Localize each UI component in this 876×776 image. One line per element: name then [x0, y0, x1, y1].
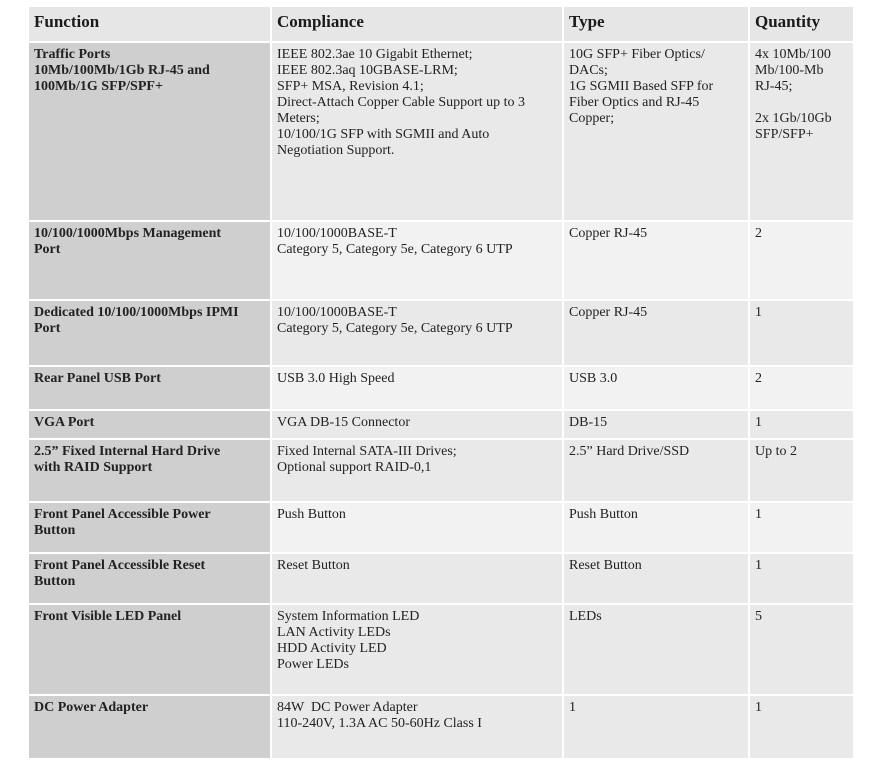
cell-line: Dedicated 10/100/1000Mbps IPMI	[34, 305, 239, 320]
cell-line: Category 5, Category 5e, Category 6 UTP	[277, 242, 513, 257]
cell-line: 4x 10Mb/100	[755, 47, 831, 62]
cell-line: Meters;	[277, 111, 320, 126]
cell-line: Reset Button	[277, 558, 350, 573]
function-cell	[29, 411, 270, 438]
quantity-cell	[750, 503, 853, 552]
cell-line: 10/100/1000BASE-T	[277, 226, 397, 241]
compliance-cell	[272, 367, 562, 409]
cell-line: Copper;	[569, 111, 615, 126]
cell-line: DACs;	[569, 63, 608, 78]
function-cell	[29, 367, 270, 409]
cell-line: Mb/100-Mb	[755, 63, 824, 78]
cell-line: Traffic Ports	[34, 47, 111, 62]
header-type: Type	[564, 7, 748, 41]
cell-line: HDD Activity LED	[277, 641, 387, 656]
header-quantity: Quantity	[750, 7, 853, 41]
cell-line: 10/100/1000Mbps Management	[34, 226, 222, 241]
cell-line: 110-240V, 1.3A AC 50-60Hz Class I	[277, 716, 482, 731]
cell-line: 10/100/1000BASE-T	[277, 305, 397, 320]
cell-line	[755, 95, 848, 111]
compliance-cell	[272, 411, 562, 438]
cell-line: 2.5” Hard Drive/SSD	[569, 444, 690, 459]
function-cell	[29, 605, 270, 694]
table-row	[29, 605, 853, 694]
table-row	[29, 440, 853, 501]
cell-line: with RAID Support	[34, 460, 153, 475]
function-cell	[29, 696, 270, 758]
compliance-cell	[272, 222, 562, 299]
cell-line: Button	[34, 523, 76, 538]
table-row	[29, 301, 853, 365]
cell-line: 2	[755, 371, 762, 386]
quantity-cell	[750, 367, 853, 409]
cell-line: IEEE 802.3aq 10GBASE-LRM;	[277, 63, 458, 78]
cell-line: DC Power Adapter	[34, 700, 149, 715]
compliance-cell	[272, 605, 562, 694]
table-row	[29, 43, 853, 220]
function-cell	[29, 43, 270, 220]
cell-line: Front Panel Accessible Reset	[34, 558, 206, 573]
cell-line: Port	[34, 321, 61, 336]
header-compliance: Compliance	[272, 7, 562, 41]
type-cell	[564, 222, 748, 299]
cell-line: LAN Activity LEDs	[277, 625, 391, 640]
cell-line: Fiber Optics and RJ-45	[569, 95, 700, 110]
table-row	[29, 554, 853, 603]
compliance-cell	[272, 554, 562, 603]
cell-line: Negotiation Support.	[277, 143, 395, 158]
type-cell	[564, 554, 748, 603]
cell-line: 10/100/1G SFP with SGMII and Auto	[277, 127, 490, 142]
cell-line: 2x 1Gb/10Gb	[755, 111, 832, 126]
cell-line: Rear Panel USB Port	[34, 371, 161, 386]
cell-line: 1	[755, 700, 762, 715]
compliance-cell	[272, 440, 562, 501]
cell-line: Fixed Internal SATA-III Drives;	[277, 444, 457, 459]
cell-line: Push Button	[277, 507, 346, 522]
cell-line: VGA DB-15 Connector	[277, 415, 410, 430]
cell-line: Button	[34, 574, 76, 589]
cell-line: Category 5, Category 5e, Category 6 UTP	[277, 321, 513, 336]
function-cell	[29, 301, 270, 365]
table-row	[29, 503, 853, 552]
cell-line: Direct-Attach Copper Cable Support up to 3	[277, 95, 526, 110]
type-cell	[564, 367, 748, 409]
spec-table	[27, 5, 855, 760]
cell-line: 1G SGMII Based SFP for	[569, 79, 714, 94]
header-function: Function	[29, 7, 270, 41]
cell-line: Front Panel Accessible Power	[34, 507, 211, 522]
cell-line: System Information LED	[277, 609, 420, 624]
cell-line: 84W DC Power Adapter	[277, 700, 418, 715]
quantity-cell	[750, 554, 853, 603]
cell-line: USB 3.0	[569, 371, 618, 386]
type-cell	[564, 440, 748, 501]
cell-line: Power LEDs	[277, 657, 349, 672]
quantity-cell	[750, 440, 853, 501]
type-cell	[564, 411, 748, 438]
type-cell	[564, 605, 748, 694]
cell-line: Reset Button	[569, 558, 642, 573]
function-cell	[29, 503, 270, 552]
cell-line: 1	[755, 305, 762, 320]
quantity-cell	[750, 411, 853, 438]
cell-line: 2	[755, 226, 762, 241]
cell-line: DB-15	[569, 415, 608, 430]
cell-line: Up to 2	[755, 444, 797, 459]
compliance-cell	[272, 696, 562, 758]
cell-line: 10G SFP+ Fiber Optics/	[569, 47, 705, 62]
table-row	[29, 222, 853, 299]
cell-line: 1	[755, 507, 762, 522]
cell-line: LEDs	[569, 609, 602, 624]
cell-line: 100Mb/1G SFP/SPF+	[34, 79, 163, 94]
quantity-cell	[750, 43, 853, 220]
function-cell	[29, 554, 270, 603]
cell-line: Push Button	[569, 507, 638, 522]
quantity-cell	[750, 222, 853, 299]
header-row	[29, 7, 853, 41]
cell-line: RJ-45;	[755, 79, 793, 94]
cell-line: Copper RJ-45	[569, 305, 648, 320]
table-row	[29, 696, 853, 758]
cell-line: 10Mb/100Mb/1Gb RJ-45 and	[34, 63, 210, 78]
quantity-cell	[750, 301, 853, 365]
compliance-cell	[272, 301, 562, 365]
compliance-cell	[272, 503, 562, 552]
type-cell	[564, 696, 748, 758]
table-row	[29, 411, 853, 438]
cell-line: SFP+ MSA, Revision 4.1;	[277, 79, 424, 94]
cell-line: VGA Port	[34, 415, 95, 430]
quantity-cell	[750, 696, 853, 758]
cell-line: 1	[755, 558, 762, 573]
cell-line: 1	[569, 700, 576, 715]
function-cell	[29, 222, 270, 299]
quantity-cell	[750, 605, 853, 694]
cell-line: 1	[755, 415, 762, 430]
function-cell	[29, 440, 270, 501]
cell-line: Optional support RAID-0,1	[277, 460, 432, 475]
cell-line: Copper RJ-45	[569, 226, 648, 241]
compliance-cell	[272, 43, 562, 220]
cell-line: SFP/SFP+	[755, 127, 814, 142]
cell-line: IEEE 802.3ae 10 Gigabit Ethernet;	[277, 47, 473, 62]
type-cell	[564, 301, 748, 365]
cell-line: 2.5” Fixed Internal Hard Drive	[34, 444, 221, 459]
cell-line: USB 3.0 High Speed	[277, 371, 395, 386]
type-cell	[564, 43, 748, 220]
cell-line: 5	[755, 609, 762, 624]
cell-line: Front Visible LED Panel	[34, 609, 182, 624]
cell-line: Port	[34, 242, 61, 257]
table-row	[29, 367, 853, 409]
type-cell	[564, 503, 748, 552]
